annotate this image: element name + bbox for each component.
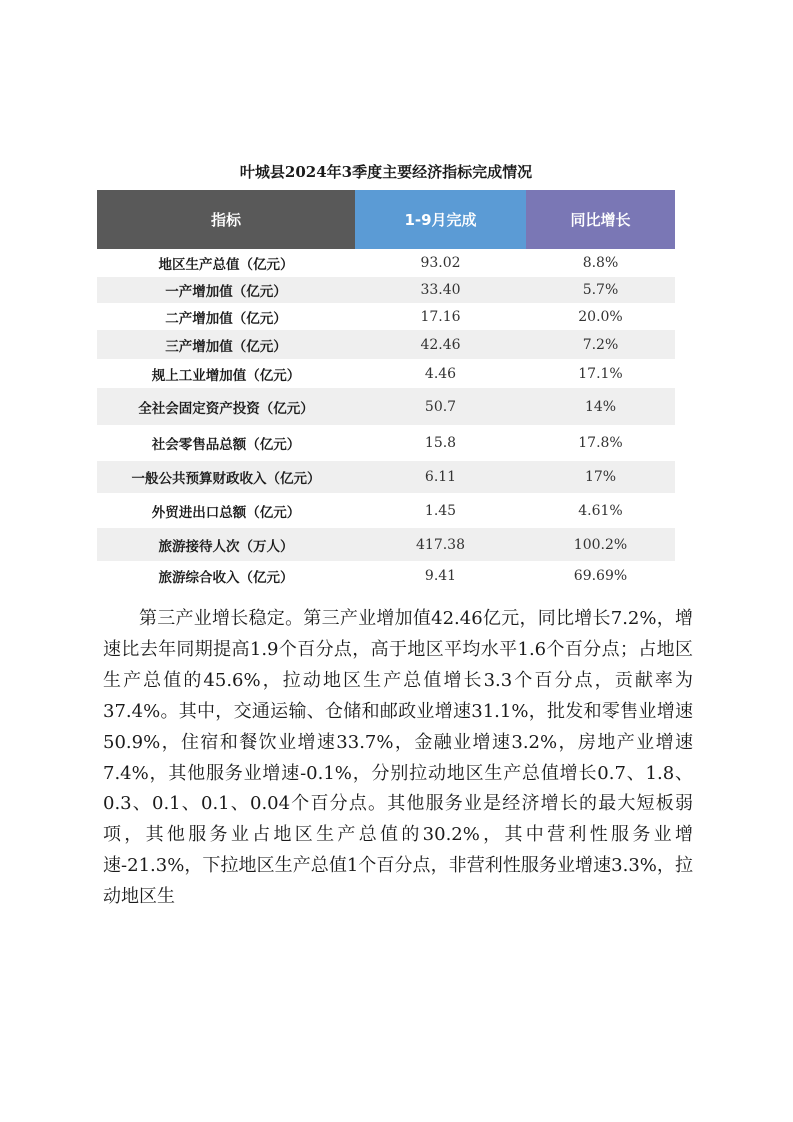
row-growth-value: 5.7% [526, 277, 675, 303]
table-row [97, 561, 675, 591]
row-completed-value: 15.8 [424, 435, 457, 451]
row-growth-value: 17.8% [578, 435, 623, 451]
row-growth-value: 100.2% [526, 528, 675, 561]
row-growth-value: 14% [526, 388, 675, 425]
column-header-completed: 1-9月完成 [355, 190, 526, 249]
table-row [97, 388, 675, 425]
table-title: 叶城县2024年3季度主要经济指标完成情况 [239, 163, 533, 181]
table-row [97, 461, 675, 493]
row-growth-value: 7.2% [526, 330, 675, 359]
table-row [97, 493, 675, 528]
row-completed-value: 17.16 [420, 308, 461, 325]
row-indicator-name: 地区生产总值（亿元） [158, 257, 294, 273]
row-completed-value: 6.11 [355, 461, 526, 493]
table-row [97, 303, 675, 330]
table-row [97, 330, 675, 359]
row-indicator-name: 全社会固定资产投资（亿元） [97, 388, 355, 425]
row-growth-value: 69.69% [573, 568, 628, 584]
row-indicator-name: 旅游接待人次（万人） [97, 528, 355, 561]
table-row [97, 425, 675, 461]
row-completed-value: 417.38 [355, 528, 526, 561]
body-paragraph: 第三产业增长稳定。第三产业增加值42.46亿元，同比增长7.2%，增速比去年同期提高1.9个百分点，高于地区平均水平1.6个百分点；占地区生产总值的45.6%，拉动地区生产总值增长3.3个百分点，贡献率为37.4%。其中，交通运输、仓储和邮政业增速31.1%，批发和零售业增速50.9%，住宿和餐饮业增速33.7%，金融业增速3.2%，房地产业增速7.4%，其他服务业增速-0.1%，分别拉动地区生产总值增长0.7、1.8、0.3、0.1、0.1、0.04个百分点。其他服务业是经济增长的最大短板弱项，其他服务业占地区生产总值的30.2%，其中营利性服务业增速-21.3%，下拉地区生产总值1个百分点，非营利性服务业增速3.3%，拉动地区生 [103, 608, 693, 908]
row-indicator-name: 社会零售品总额（亿元） [151, 437, 301, 453]
table-header-row [97, 190, 675, 249]
indicator-table [97, 190, 675, 591]
row-growth-value: 17% [526, 461, 675, 493]
row-completed-value: 42.46 [355, 330, 526, 359]
row-completed-value: 50.7 [355, 388, 526, 425]
row-completed-value: 4.46 [424, 365, 457, 382]
row-completed-value: 9.41 [424, 568, 457, 584]
column-header-indicator: 指标 [97, 190, 355, 249]
row-indicator-name: 外贸进出口总额（亿元） [151, 504, 301, 521]
row-indicator-name: 旅游综合收入（亿元） [158, 570, 294, 586]
table-row [97, 528, 675, 561]
row-indicator-name: 三产增加值（亿元） [97, 330, 355, 359]
table-row [97, 249, 675, 277]
row-growth-value: 8.8% [582, 255, 619, 271]
row-growth-value: 17.1% [578, 365, 623, 382]
row-completed-value: 1.45 [424, 502, 457, 519]
row-indicator-name: 一产增加值（亿元） [97, 277, 355, 303]
table-row [97, 359, 675, 388]
column-header-growth: 同比增长 [526, 190, 675, 249]
row-indicator-name: 二产增加值（亿元） [165, 310, 287, 327]
table-row [97, 277, 675, 303]
row-completed-value: 93.02 [420, 255, 461, 271]
row-indicator-name: 一般公共预算财政收入（亿元） [97, 461, 355, 493]
row-indicator-name: 规上工业增加值（亿元） [151, 367, 301, 384]
row-completed-value: 33.40 [355, 277, 526, 303]
row-growth-value: 20.0% [578, 308, 623, 325]
row-growth-value: 4.61% [578, 502, 623, 519]
